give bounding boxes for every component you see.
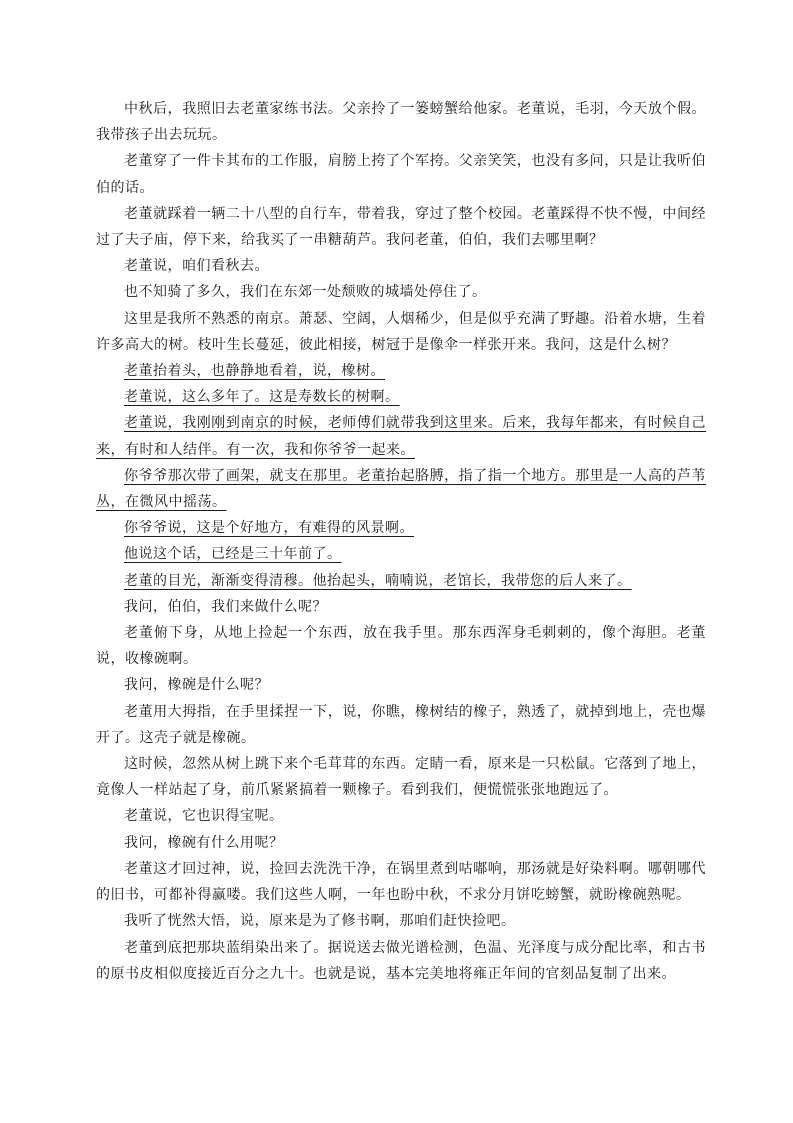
paragraph xyxy=(96,306,706,358)
document-body xyxy=(96,96,706,987)
underlined-paragraph xyxy=(96,463,706,515)
paragraph-text: 老董用大拇指，在手里揉捏一下，说，你瞧，橡树结的橡子，熟透了，就掉到地上，壳也爆开了。这壳子就是橡碗。 xyxy=(96,703,706,746)
paragraph xyxy=(96,148,706,200)
paragraph-text: 老董说，这么多年了。这是寿数长的树啊。 xyxy=(124,389,400,406)
paragraph-text: 我问，橡碗有什么用呢？ xyxy=(124,834,284,851)
paragraph xyxy=(96,908,706,934)
paragraph-text: 老董这才回过神，说，捡回去洗洗干净，在锅里煮到咕嘟响，那汤就是好染料啊。哪朝哪代的旧书，可都补得赢喽。我们这些人啊，一年也盼中秋，不求分月饼吃螃蟹，就盼橡碗熟呢。 xyxy=(96,860,706,904)
paragraph-text: 老董就踩着一辆二十八型的自行车，带着我，穿过了整个校园。老董踩得不快不慢，中间经过了夫子庙，停下来，给我买了一串糖葫芦。我问老董，伯伯，我们去哪里啊？ xyxy=(96,205,706,249)
paragraph xyxy=(96,751,706,803)
underlined-paragraph xyxy=(96,358,706,384)
underlined-paragraph xyxy=(96,384,706,410)
paragraph-text: 你爷爷说，这是个好地方，有难得的风景啊。 xyxy=(124,520,414,537)
paragraph xyxy=(96,279,706,305)
paragraph xyxy=(96,620,706,672)
paragraph-text: 这里是我所不熟悉的南京。萧瑟、空阔，人烟稀少，但是似乎充满了野趣。沿着水塘，生着许多高大的树。枝叶生长蔓延，彼此相接，树冠于是像伞一样张开来。我问，这是什么树？ xyxy=(96,310,706,353)
paragraph xyxy=(96,699,706,751)
paragraph xyxy=(96,253,706,279)
paragraph-text: 老董说，它也识得宝呢。 xyxy=(124,808,284,825)
paragraph xyxy=(96,830,706,856)
underlined-paragraph xyxy=(96,515,706,541)
paragraph-text: 我听了恍然大悟，说，原来是为了修书啊，那咱们赶快捡吧。 xyxy=(124,913,516,930)
paragraph-text: 他说这个话，已经是三十年前了。 xyxy=(124,546,342,563)
paragraph-text: 也不知骑了多久，我们在东郊一处颓败的城墙处停住了。 xyxy=(124,284,487,301)
paragraph-text: 中秋后，我照旧去老董家练书法。父亲拎了一篓螃蟹给他家。老董说，毛羽，今天放个假。我带孩子出去玩玩。 xyxy=(96,101,706,144)
paragraph-text: 老董说，我刚刚到南京的时候，老师傅们就带我到这里来。后来，我每年都来，有时候自己来，有时和人结伴。有一次，我和你爷爷一起来。 xyxy=(96,415,706,458)
paragraph-text: 老董的目光，渐渐变得清穆。他抬起头，喃喃说，老馆长，我带您的后人来了。 xyxy=(124,572,632,589)
paragraph-text: 这时候，忽然从树上跳下来个毛茸茸的东西。定睛一看，原来是一只松鼠。它落到了地上，竟像人一样站起了身，前爪紧紧搞着一颗橡子。看到我们，便慌慌张张地跑远了。 xyxy=(96,756,706,799)
paragraph xyxy=(96,594,706,620)
paragraph-text: 老董说，咱们看秋去。 xyxy=(124,258,269,275)
paragraph xyxy=(96,96,706,148)
paragraph xyxy=(96,935,706,987)
paragraph-text: 老董到底把那块蓝绢染出来了。据说送去做光谱检测，色温、光泽度与成分配比率，和古书的原书皮相似度接近百分之九十。也就是说，基本完美地将雍正年间的官刻品复制了出来。 xyxy=(96,939,706,982)
paragraph-text: 我问，橡碗是什么呢？ xyxy=(124,677,269,694)
paragraph xyxy=(96,856,706,908)
paragraph xyxy=(96,672,706,698)
paragraph-text: 我问，伯伯，我们来做什么呢？ xyxy=(124,598,327,615)
paragraph-text: 你爷爷那次带了画架，就支在那里。老董抬起胳膊，指了指一个地方。那里是一人高的芦苇丛，在微风中摇荡。 xyxy=(96,467,706,511)
paragraph-text: 老董穿了一件卡其布的工作服，肩膀上挎了个军挎。父亲笑笑，也没有多问，只是让我听伯伯的话。 xyxy=(96,153,706,196)
paragraph-text: 老董抬着头，也静静地看着，说，橡树。 xyxy=(124,363,385,380)
paragraph-text: 老董俯下身，从地上捡起一个东西，放在我手里。那东西浑身毛刺刺的，像个海胆。老董说，收橡碗啊。 xyxy=(96,625,706,668)
underlined-paragraph xyxy=(96,410,706,462)
underlined-paragraph xyxy=(96,568,706,594)
underlined-paragraph xyxy=(96,541,706,567)
paragraph xyxy=(96,803,706,829)
paragraph xyxy=(96,201,706,253)
